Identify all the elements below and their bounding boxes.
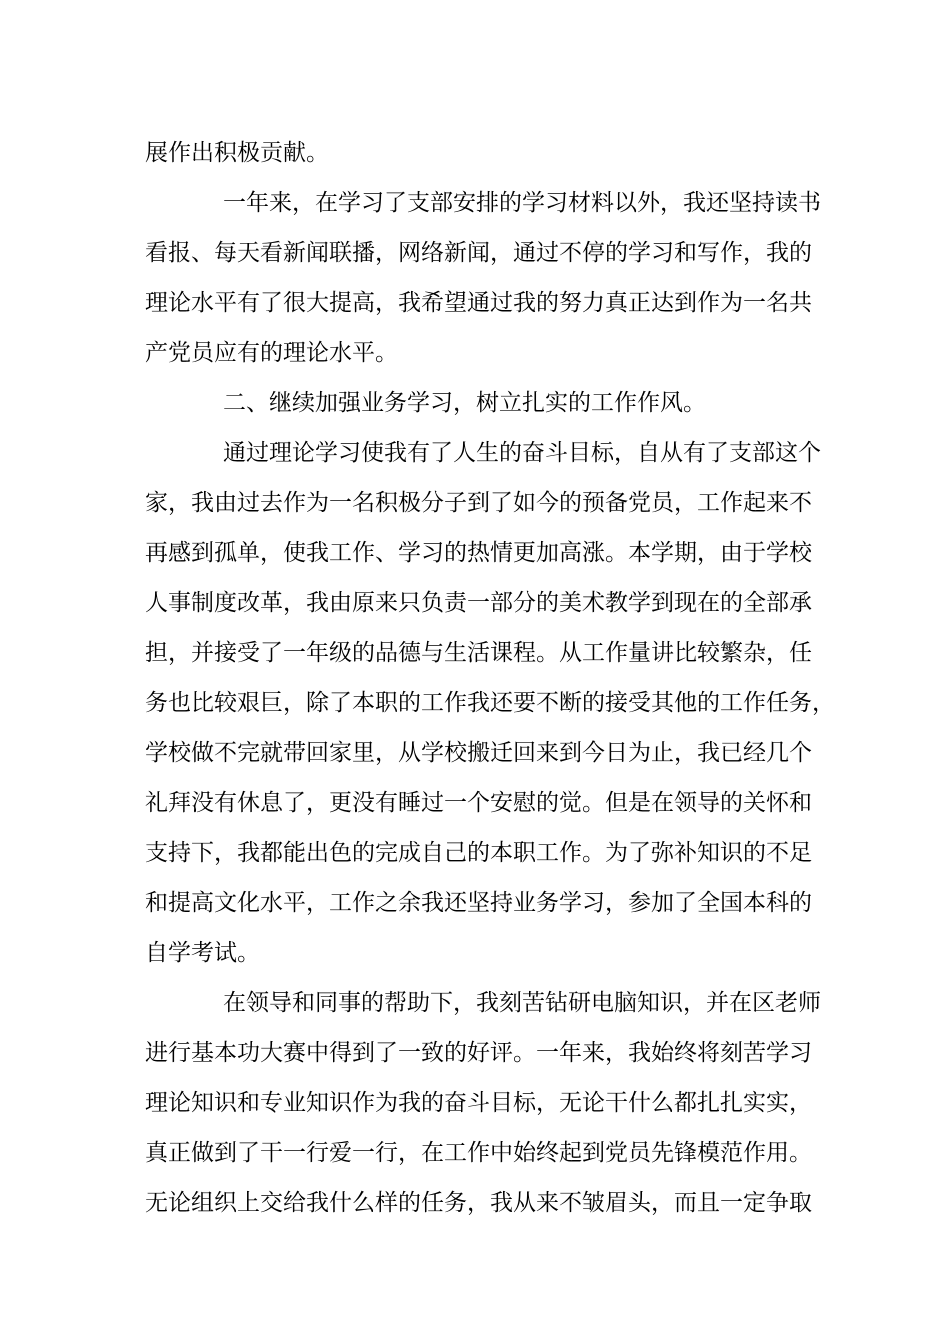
text-line: 担，并接受了一年级的品德与生活课程。从工作量讲比较繁杂，任 — [145, 640, 812, 666]
text-line: 学校做不完就带回家里，从学校搬迁回来到今日为止，我已经几个 — [145, 740, 812, 766]
text-line: 务也比较艰巨，除了本职的工作我还要不断的接受其他的工作任务， — [145, 690, 835, 716]
text-line: 理论水平有了很大提高，我希望通过我的努力真正达到作为一名共 — [145, 290, 812, 316]
text-line: 礼拜没有休息了，更没有睡过一个安慰的觉。但是在领导的关怀和 — [145, 790, 812, 816]
text-line: 进行基本功大赛中得到了一致的好评。一年来，我始终将刻苦学习 — [145, 1040, 812, 1066]
text-line: 真正做到了干一行爱一行，在工作中始终起到党员先锋模范作用。 — [145, 1140, 812, 1166]
text-line: 一年来，在学习了支部安排的学习材料以外，我还坚持读书 — [223, 190, 821, 216]
text-line: 在领导和同事的帮助下，我刻苦钻研电脑知识，并在区老师 — [223, 990, 821, 1016]
text-line: 通过理论学习使我有了人生的奋斗目标，自从有了支部这个 — [223, 440, 821, 466]
text-line: 再感到孤单，使我工作、学习的热情更加高涨。本学期，由于学校 — [145, 540, 812, 566]
text-line: 人事制度改革，我由原来只负责一部分的美术教学到现在的全部承 — [145, 590, 812, 616]
text-line: 家，我由过去作为一名积极分子到了如今的预备党员，工作起来不 — [145, 490, 812, 516]
text-line: 和提高文化水平，工作之余我还坚持业务学习，参加了全国本科的 — [145, 890, 812, 916]
text-line: 无论组织上交给我什么样的任务，我从来不皱眉头，而且一定争取 — [145, 1190, 812, 1216]
text-line: 支持下，我都能出色的完成自己的本职工作。为了弥补知识的不足 — [145, 840, 812, 866]
text-line: 自学考试。 — [145, 940, 260, 966]
document-body — [145, 128, 835, 1228]
text-line: 产党员应有的理论水平。 — [145, 340, 398, 366]
text-line: 理论知识和专业知识作为我的奋斗目标，无论干什么都扎扎实实， — [145, 1090, 812, 1116]
text-line: 看报、每天看新闻联播，网络新闻，通过不停的学习和写作，我的 — [145, 240, 812, 266]
text-line: 展作出积极贡献。 — [145, 140, 329, 166]
text-line: 二、继续加强业务学习，树立扎实的工作作风。 — [223, 390, 706, 416]
